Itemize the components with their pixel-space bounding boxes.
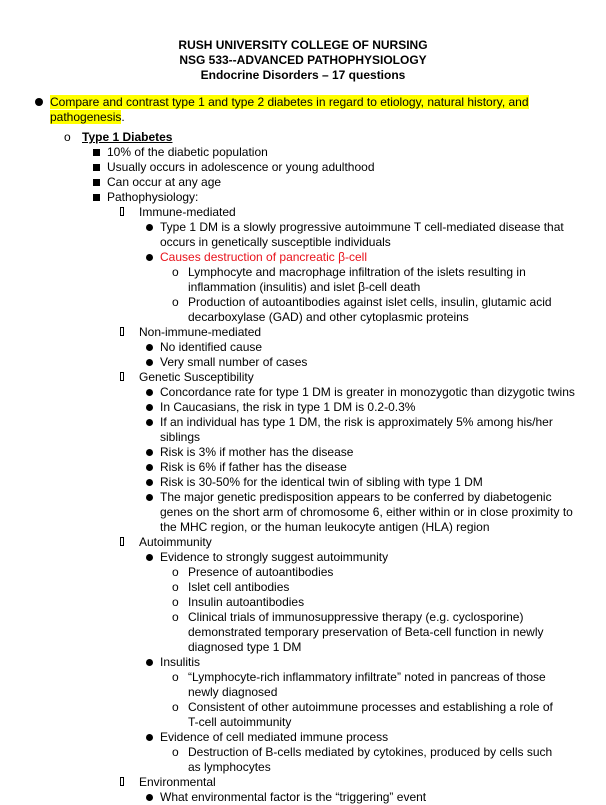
list-item: 10% of the diabetic population (0, 145, 606, 160)
bullet-icon (146, 659, 153, 666)
list-item: Risk is 30-50% for the identical twin of sibling with type 1 DM (0, 475, 606, 490)
list-item: What environmental factor is the “triggering” event (0, 790, 606, 805)
list-item: o “Lymphocyte-rich inflammatory infiltrate” noted in pancreas of those newly diagnosed (172, 670, 546, 699)
bullet-icon (146, 254, 153, 261)
bullet-icon (146, 404, 153, 411)
list-item: Insulitis (0, 655, 606, 670)
bullet-icon (146, 419, 153, 426)
circle-outline-icon: o (172, 595, 179, 609)
type1-heading-item (0, 130, 606, 145)
list-item: o Consistent of other autoimmune processes and establishing a role of T-cell autoimmunity (172, 700, 553, 729)
bullet-icon (146, 479, 153, 486)
list-item: Pathophysiology: (0, 190, 606, 205)
list-item: o Insulin autoantibodies (172, 595, 305, 609)
circle-outline-icon: o (172, 295, 179, 309)
objective-item (0, 95, 606, 125)
list-item (0, 250, 606, 265)
section-non-immune-mediated: Non-immune-mediated (0, 325, 606, 340)
bullet-icon (146, 389, 153, 396)
section-autoimmunity: Autoimmunity (0, 535, 606, 550)
header-institution: RUSH UNIVERSITY COLLEGE OF NURSING (178, 38, 428, 52)
list-item: Very small number of cases (0, 355, 606, 370)
circle-outline-icon: o (172, 580, 179, 594)
list-item: Risk is 3% if mother has the disease (0, 445, 606, 460)
circle-outline-icon: o (172, 565, 179, 579)
list-item: o Production of autoantibodies against islet cells, insulin, glutamic acid decarboxylase (GAD) and other cytoplasmic proteins (172, 295, 552, 324)
document-header (0, 38, 606, 83)
box-bullet-icon (120, 537, 124, 546)
list-item: No identified cause (0, 340, 606, 355)
circle-outline-icon: o (172, 610, 179, 624)
square-bullet-icon (93, 194, 100, 201)
bullet-icon (35, 98, 43, 106)
section-environmental: Environmental (0, 775, 606, 790)
circle-outline-icon: o (172, 700, 179, 714)
red-highlight-text: Causes destruction of pancreatic β-cell (160, 250, 367, 264)
box-bullet-icon (120, 777, 124, 786)
bullet-icon (146, 734, 153, 741)
list-item: Evidence of cell mediated immune process (0, 730, 606, 745)
list-item: o Lymphocyte and macrophage infiltration of the islets resulting in inflammation (insulitis) and islet β-cell death (172, 265, 526, 294)
list-item: o Clinical trials of immunosuppressive therapy (e.g. cyclosporine) demonstrated temporary preservation of Beta-cell function in newly diagnosed type 1 DM (172, 610, 544, 654)
objective-period: . (121, 110, 125, 124)
square-bullet-icon (93, 164, 100, 171)
bullet-icon (146, 554, 153, 561)
list-item: Concordance rate for type 1 DM is greater in monozygotic than dizygotic twins (0, 385, 606, 400)
circle-outline-icon: o (172, 745, 179, 759)
list-item: o Islet cell antibodies (172, 580, 290, 594)
list-item: Evidence to strongly suggest autoimmunity (0, 550, 606, 565)
bullet-icon (146, 494, 153, 501)
type1-heading: Type 1 Diabetes (82, 130, 173, 144)
header-topic: Endocrine Disorders – 17 questions (200, 68, 406, 82)
bullet-icon (146, 449, 153, 456)
circle-outline-icon: o (64, 130, 71, 144)
list-item: o Presence of autoantibodies (172, 565, 334, 579)
list-item: Type 1 DM is a slowly progressive autoimmune T cell-mediated disease that occurs in genetically susceptible individuals (0, 220, 606, 250)
header-course: NSG 533--ADVANCED PATHOPHYSIOLOGY (179, 53, 427, 67)
outline (0, 95, 606, 805)
box-bullet-icon (120, 372, 124, 381)
bullet-icon (146, 464, 153, 471)
circle-outline-icon: o (172, 265, 179, 279)
box-bullet-icon (120, 327, 124, 336)
bullet-icon (146, 344, 153, 351)
bullet-icon (146, 359, 153, 366)
list-item: o Destruction of B-cells mediated by cytokines, produced by cells such as lymphocytes (172, 745, 553, 774)
bullet-icon (146, 224, 153, 231)
list-item: In Caucasians, the risk in type 1 DM is 0.2-0.3% (0, 400, 606, 415)
section-genetic-susceptibility: Genetic Susceptibility (0, 370, 606, 385)
list-item: Risk is 6% if father has the disease (0, 460, 606, 475)
square-bullet-icon (93, 149, 100, 156)
circle-outline-icon: o (172, 670, 179, 684)
list-item: If an individual has type 1 DM, the risk is approximately 5% among his/her siblings (0, 415, 606, 445)
section-immune-mediated: Immune-mediated (0, 205, 606, 220)
objective-text: Compare and contrast type 1 and type 2 diabetes in regard to etiology, natural history, and pathogenesis (50, 95, 529, 124)
list-item: The major genetic predisposition appears to be conferred by diabetogenic genes on the short arm of chromosome 6, either within or in close proximity to the MHC region, or the human leukocyte antigen (HLA) region (0, 490, 606, 535)
list-item: Can occur at any age (0, 175, 606, 190)
list-item: Usually occurs in adolescence or young adulthood (0, 160, 606, 175)
square-bullet-icon (93, 179, 100, 186)
box-bullet-icon (120, 207, 124, 216)
